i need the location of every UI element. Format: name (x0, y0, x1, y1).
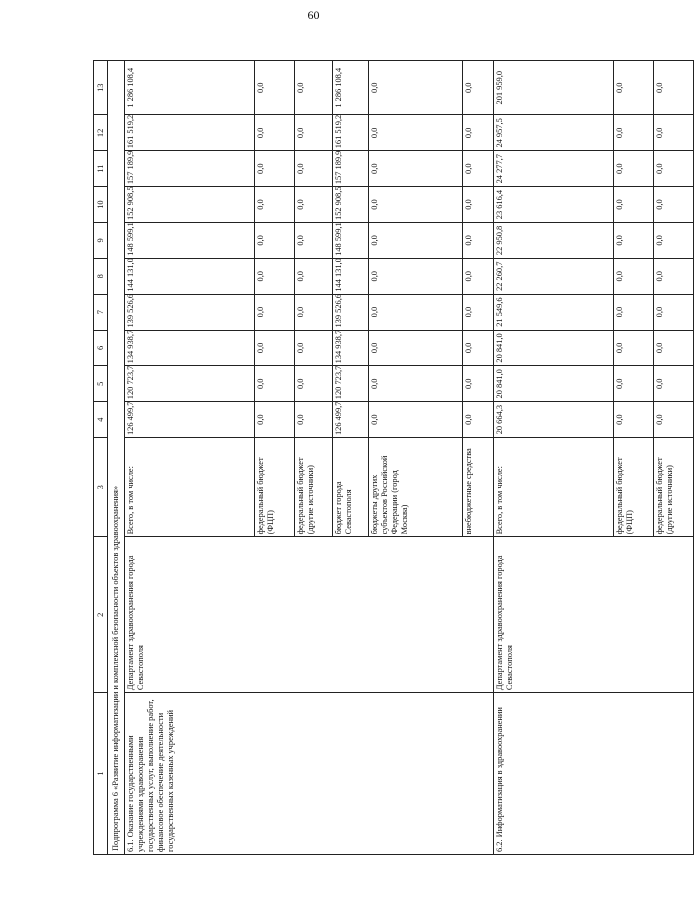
value-cell: 152 908,5 (125, 187, 255, 223)
value-cell: 20 841,0 (494, 366, 614, 402)
value-cell: 0,0 (255, 258, 295, 294)
value-cell: 0,0 (654, 151, 694, 187)
value-cell: 0,0 (654, 115, 694, 151)
value-cell: 0,0 (369, 330, 463, 366)
value-cell: 0,0 (295, 187, 333, 223)
funding-source-cell: бюджеты других субъектов Российской Федерации (город Москва) (369, 438, 463, 537)
column-number: 3 (94, 438, 108, 537)
value-cell: 0,0 (463, 402, 494, 438)
value-cell: 0,0 (654, 222, 694, 258)
value-cell: 139 526,6 (125, 294, 255, 330)
value-cell: 0,0 (614, 115, 654, 151)
value-cell: 0,0 (463, 151, 494, 187)
value-cell: 0,0 (295, 294, 333, 330)
value-cell: 0,0 (654, 258, 694, 294)
value-cell: 144 131,0 (125, 258, 255, 294)
value-cell: 0,0 (463, 222, 494, 258)
value-cell: 0,0 (295, 61, 333, 115)
value-cell: 20 664,3 (494, 402, 614, 438)
value-cell: 0,0 (614, 222, 654, 258)
value-cell: 0,0 (463, 294, 494, 330)
value-cell: 0,0 (295, 402, 333, 438)
column-number: 8 (94, 258, 108, 294)
value-cell: 21 549,6 (494, 294, 614, 330)
column-number: 12 (94, 115, 108, 151)
table-row (125, 61, 255, 855)
value-cell: 120 723,7 (333, 366, 369, 402)
value-cell: 0,0 (614, 187, 654, 223)
value-cell: 0,0 (614, 402, 654, 438)
value-cell: 161 519,2 (333, 115, 369, 151)
funding-source-cell: Всего, в том числе: (125, 438, 255, 537)
funding-source-cell: федеральный бюджет (ФЦП) (614, 438, 654, 537)
column-number: 4 (94, 402, 108, 438)
value-cell: 0,0 (255, 187, 295, 223)
value-cell: 148 599,1 (125, 222, 255, 258)
value-cell: 22 260,7 (494, 258, 614, 294)
value-cell: 23 616,4 (494, 187, 614, 223)
value-cell: 0,0 (295, 151, 333, 187)
value-cell: 0,0 (614, 294, 654, 330)
value-cell: 152 908,5 (333, 187, 369, 223)
funding-source-cell: федеральный бюджет (другие источники) (295, 438, 333, 537)
value-cell: 0,0 (614, 258, 654, 294)
value-cell: 0,0 (255, 61, 295, 115)
value-cell: 0,0 (654, 366, 694, 402)
funding-source-cell: федеральный бюджет (другие источники) (654, 438, 694, 537)
value-cell: 139 526,6 (333, 294, 369, 330)
value-cell: 0,0 (369, 151, 463, 187)
value-cell: 0,0 (654, 61, 694, 115)
column-number: 6 (94, 330, 108, 366)
value-cell: 0,0 (614, 366, 654, 402)
value-cell: 0,0 (614, 61, 654, 115)
activity-cell: 6.2. Информатизация в здравоохранении (494, 693, 694, 855)
value-cell: 161 519,2 (125, 115, 255, 151)
value-cell: 0,0 (654, 330, 694, 366)
value-cell: 157 189,9 (333, 151, 369, 187)
funding-source-cell: Всего, в том числе: (494, 438, 614, 537)
value-cell: 0,0 (369, 115, 463, 151)
value-cell: 0,0 (654, 294, 694, 330)
column-number: 1 (94, 693, 108, 855)
value-cell: 0,0 (255, 366, 295, 402)
value-cell: 0,0 (369, 366, 463, 402)
funding-source-cell: бюджет города Севастополя (333, 438, 369, 537)
value-cell: 0,0 (255, 222, 295, 258)
value-cell: 120 723,7 (125, 366, 255, 402)
column-number-row (94, 61, 108, 855)
value-cell: 0,0 (255, 151, 295, 187)
value-cell: 126 499,7 (333, 402, 369, 438)
value-cell: 0,0 (255, 402, 295, 438)
value-cell: 24 957,5 (494, 115, 614, 151)
value-cell: 0,0 (654, 402, 694, 438)
value-cell: 0,0 (463, 330, 494, 366)
column-number: 7 (94, 294, 108, 330)
value-cell: 1 286 108,4 (125, 61, 255, 115)
value-cell: 0,0 (295, 366, 333, 402)
rotated-table-container (93, 60, 674, 855)
value-cell: 148 599,1 (333, 222, 369, 258)
value-cell: 0,0 (255, 294, 295, 330)
value-cell: 0,0 (295, 115, 333, 151)
value-cell: 0,0 (255, 115, 295, 151)
subprogram-title: Подпрограмма 6 «Развитие информатизации и комплексной безопасности объектов здравоохранения» (108, 61, 125, 855)
value-cell: 157 189,9 (125, 151, 255, 187)
executor-cell: Департамент здравоохранения города Севастополя (494, 537, 694, 693)
value-cell: 144 131,0 (333, 258, 369, 294)
value-cell: 134 938,7 (125, 330, 255, 366)
value-cell: 0,0 (463, 258, 494, 294)
budget-table (93, 60, 694, 855)
value-cell: 0,0 (654, 187, 694, 223)
funding-source-cell: внебюджетные средства (463, 438, 494, 537)
page-number: 60 (307, 8, 320, 22)
value-cell: 0,0 (295, 330, 333, 366)
column-number: 2 (94, 537, 108, 693)
value-cell: 0,0 (463, 61, 494, 115)
column-number: 9 (94, 222, 108, 258)
value-cell: 0,0 (369, 61, 463, 115)
value-cell: 20 841,0 (494, 330, 614, 366)
value-cell: 0,0 (463, 187, 494, 223)
table-row (494, 61, 614, 855)
column-number: 13 (94, 61, 108, 115)
value-cell: 134 938,7 (333, 330, 369, 366)
value-cell: 0,0 (369, 294, 463, 330)
value-cell: 0,0 (295, 258, 333, 294)
activity-cell: 6.1. Оказание государственными учреждениями здравоохранения государственных услуг, выполнение работ, финансовое обеспечение деятельности государственных казенных учреждений (125, 693, 494, 855)
value-cell: 0,0 (255, 330, 295, 366)
column-number: 11 (94, 151, 108, 187)
subprogram-row (108, 61, 125, 855)
value-cell: 22 950,8 (494, 222, 614, 258)
value-cell: 0,0 (369, 187, 463, 223)
value-cell: 0,0 (369, 402, 463, 438)
value-cell: 24 277,7 (494, 151, 614, 187)
value-cell: 0,0 (295, 222, 333, 258)
value-cell: 0,0 (463, 115, 494, 151)
value-cell: 0,0 (369, 258, 463, 294)
column-number: 10 (94, 187, 108, 223)
executor-cell: Департамент здравоохранения города Севастополя (125, 537, 494, 693)
value-cell: 1 286 108,4 (333, 61, 369, 115)
value-cell: 0,0 (463, 366, 494, 402)
value-cell: 0,0 (614, 151, 654, 187)
funding-source-cell: федеральный бюджет (ФЦП) (255, 438, 295, 537)
column-number: 5 (94, 366, 108, 402)
value-cell: 0,0 (369, 222, 463, 258)
value-cell: 0,0 (614, 330, 654, 366)
value-cell: 126 499,7 (125, 402, 255, 438)
value-cell: 201 959,0 (494, 61, 614, 115)
